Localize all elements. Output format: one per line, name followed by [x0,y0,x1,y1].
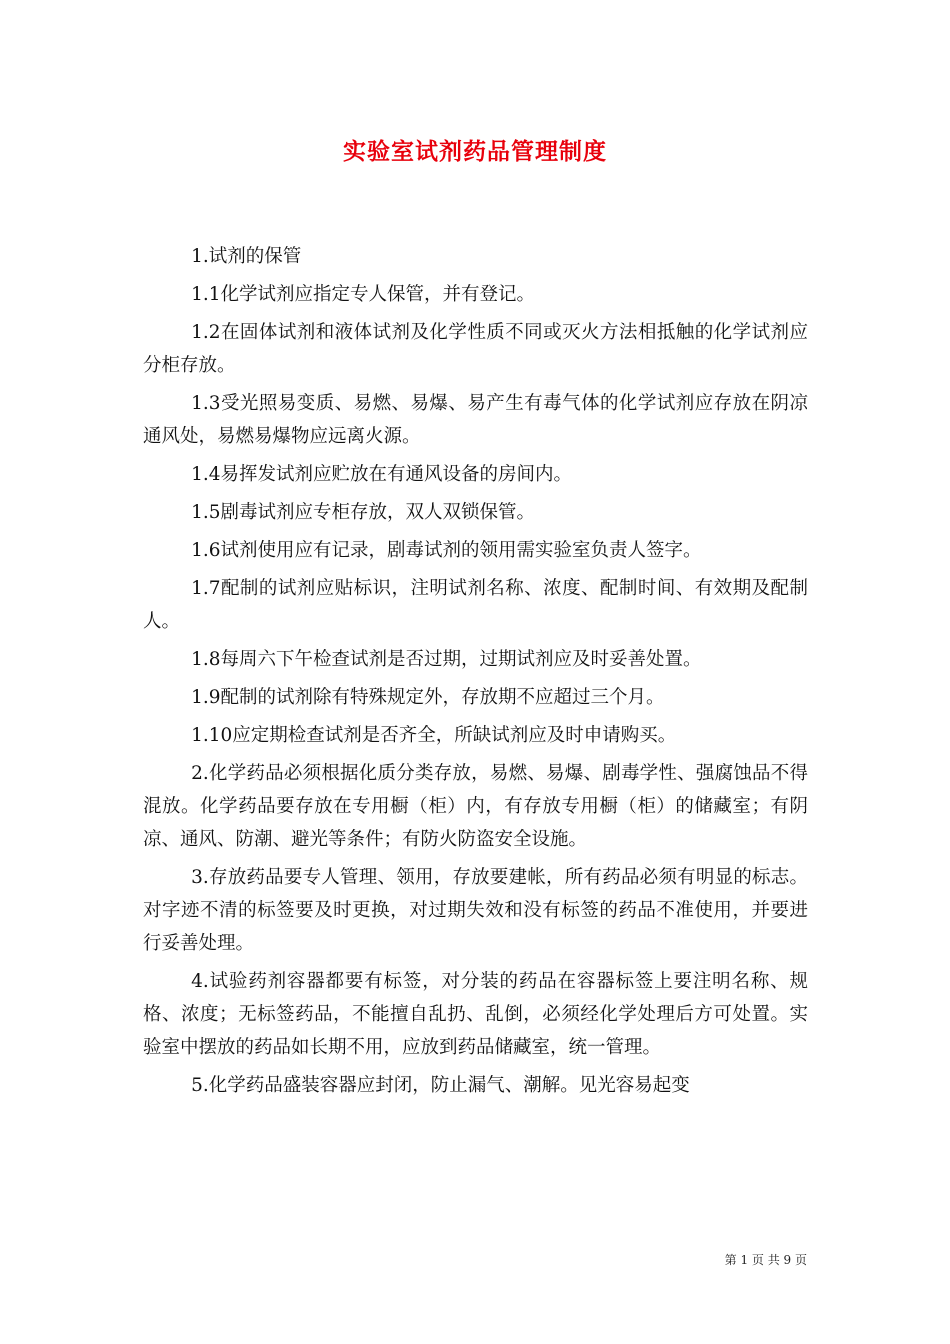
paragraph-5: 5.化学药品盛装容器应封闭，防止漏气、潮解。见光容易起变 [191,1075,690,1096]
section-heading-1: 1.试剂的保管 [191,246,302,267]
paragraph-2: 2.化学药品必须根据化质分类存放，易燃、易爆、剧毒学性、强腐蚀品不得混放。化学药品要存放在专用橱（柜）内，有存放专用橱（柜）的储藏室；有阴凉、通风、防潮、避光等条件；有防火防盗安全设施。 [143,763,808,850]
paragraph-1-7: 1.7配制的试剂应贴标识，注明试剂名称、浓度、配制时间、有效期及配制人。 [143,578,808,632]
paragraph-1-1: 1.1化学试剂应指定专人保管，并有登记。 [191,284,536,305]
paragraph-1-4: 1.4易挥发试剂应贮放在有通风设备的房间内。 [191,464,573,485]
paragraph-1-3: 1.3受光照易变质、易燃、易爆、易产生有毒气体的化学试剂应存放在阴凉通风处，易燃易爆物应远离火源。 [143,393,808,447]
page-number: 第 1 页 共 9 页 [724,1253,807,1267]
paragraph-1-2: 1.2在固体试剂和液体试剂及化学性质不同或灭火方法相抵触的化学试剂应分柜存放。 [143,322,808,376]
document-title: 实验室试剂药品管理制度 [343,138,607,165]
paragraph-1-8: 1.8每周六下午检查试剂是否过期，过期试剂应及时妥善处置。 [191,649,702,670]
paragraph-1-10: 1.10应定期检查试剂是否齐全，所缺试剂应及时申请购买。 [191,725,677,746]
paragraph-1-9: 1.9配制的试剂除有特殊规定外，存放期不应超过三个月。 [191,687,665,708]
paragraph-1-6: 1.6试剂使用应有记录，剧毒试剂的领用需实验室负责人签字。 [191,540,702,561]
document-body [143,240,808,1107]
paragraph-3: 3.存放药品要专人管理、领用，存放要建帐，所有药品必须有明显的标志。对字迹不清的标签要及时更换，对过期失效和没有标签的药品不准使用，并要进行妥善处理。 [143,867,808,954]
paragraph-4: 4.试验药剂容器都要有标签，对分装的药品在容器标签上要注明名称、规格、浓度；无标签药品，不能擅自乱扔、乱倒，必须经化学处理后方可处置。实验室中摆放的药品如长期不用，应放到药品储藏室，统一管理。 [143,971,808,1058]
paragraph-1-5: 1.5剧毒试剂应专柜存放，双人双锁保管。 [191,502,536,523]
